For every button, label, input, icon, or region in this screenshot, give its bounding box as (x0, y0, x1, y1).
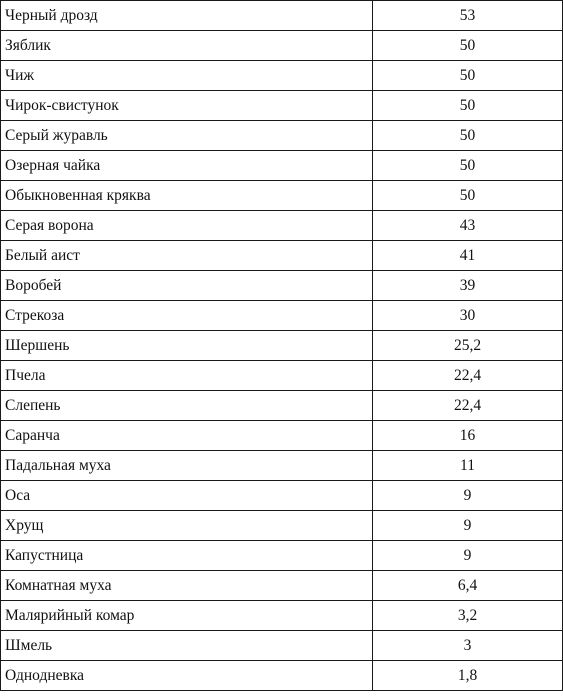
value-cell: 30 (373, 301, 563, 331)
species-name-cell: Шершень (1, 331, 373, 361)
species-name-cell: Комнатная муха (1, 571, 373, 601)
table-row (1, 31, 563, 61)
value-cell: 50 (373, 151, 563, 181)
value-cell: 53 (373, 1, 563, 31)
table-row (1, 451, 563, 481)
species-name-cell: Чирок-свистунок (1, 91, 373, 121)
value-cell: 50 (373, 121, 563, 151)
value-cell: 16 (373, 421, 563, 451)
species-name-cell: Черный дрозд (1, 1, 373, 31)
table-row (1, 601, 563, 631)
species-name-cell: Капустница (1, 541, 373, 571)
species-name-cell: Пчела (1, 361, 373, 391)
value-cell: 9 (373, 541, 563, 571)
value-cell: 43 (373, 211, 563, 241)
table-body (1, 1, 563, 691)
species-name-cell: Оса (1, 481, 373, 511)
table-row (1, 571, 563, 601)
species-name-cell: Стрекоза (1, 301, 373, 331)
table-row (1, 301, 563, 331)
table-row (1, 61, 563, 91)
value-cell: 9 (373, 511, 563, 541)
value-cell: 50 (373, 181, 563, 211)
table-row (1, 121, 563, 151)
species-name-cell: Слепень (1, 391, 373, 421)
value-cell: 41 (373, 241, 563, 271)
table-row (1, 661, 563, 691)
table-row (1, 1, 563, 31)
value-cell: 39 (373, 271, 563, 301)
value-cell: 50 (373, 61, 563, 91)
table-row (1, 391, 563, 421)
value-cell: 9 (373, 481, 563, 511)
species-name-cell: Однодневка (1, 661, 373, 691)
value-cell: 22,4 (373, 361, 563, 391)
value-cell: 1,8 (373, 661, 563, 691)
species-name-cell: Саранча (1, 421, 373, 451)
table-row (1, 421, 563, 451)
species-name-cell: Шмель (1, 631, 373, 661)
value-cell: 3 (373, 631, 563, 661)
table-row (1, 241, 563, 271)
species-name-cell: Обыкновенная кряква (1, 181, 373, 211)
table-row (1, 631, 563, 661)
table-row (1, 181, 563, 211)
table-row (1, 271, 563, 301)
species-name-cell: Белый аист (1, 241, 373, 271)
species-name-cell: Серый журавль (1, 121, 373, 151)
species-name-cell: Хрущ (1, 511, 373, 541)
value-cell: 3,2 (373, 601, 563, 631)
species-name-cell: Падальная муха (1, 451, 373, 481)
species-name-cell: Чиж (1, 61, 373, 91)
value-cell: 6,4 (373, 571, 563, 601)
species-name-cell: Зяблик (1, 31, 373, 61)
table-row (1, 481, 563, 511)
species-name-cell: Малярийный комар (1, 601, 373, 631)
table-row (1, 151, 563, 181)
value-cell: 11 (373, 451, 563, 481)
table-row (1, 511, 563, 541)
table-row (1, 541, 563, 571)
value-cell: 50 (373, 31, 563, 61)
table-row (1, 91, 563, 121)
table-row (1, 211, 563, 241)
value-cell: 50 (373, 91, 563, 121)
table-row (1, 331, 563, 361)
value-cell: 25,2 (373, 331, 563, 361)
value-cell: 22,4 (373, 391, 563, 421)
table-row (1, 361, 563, 391)
species-name-cell: Озерная чайка (1, 151, 373, 181)
species-name-cell: Воробей (1, 271, 373, 301)
species-name-cell: Серая ворона (1, 211, 373, 241)
